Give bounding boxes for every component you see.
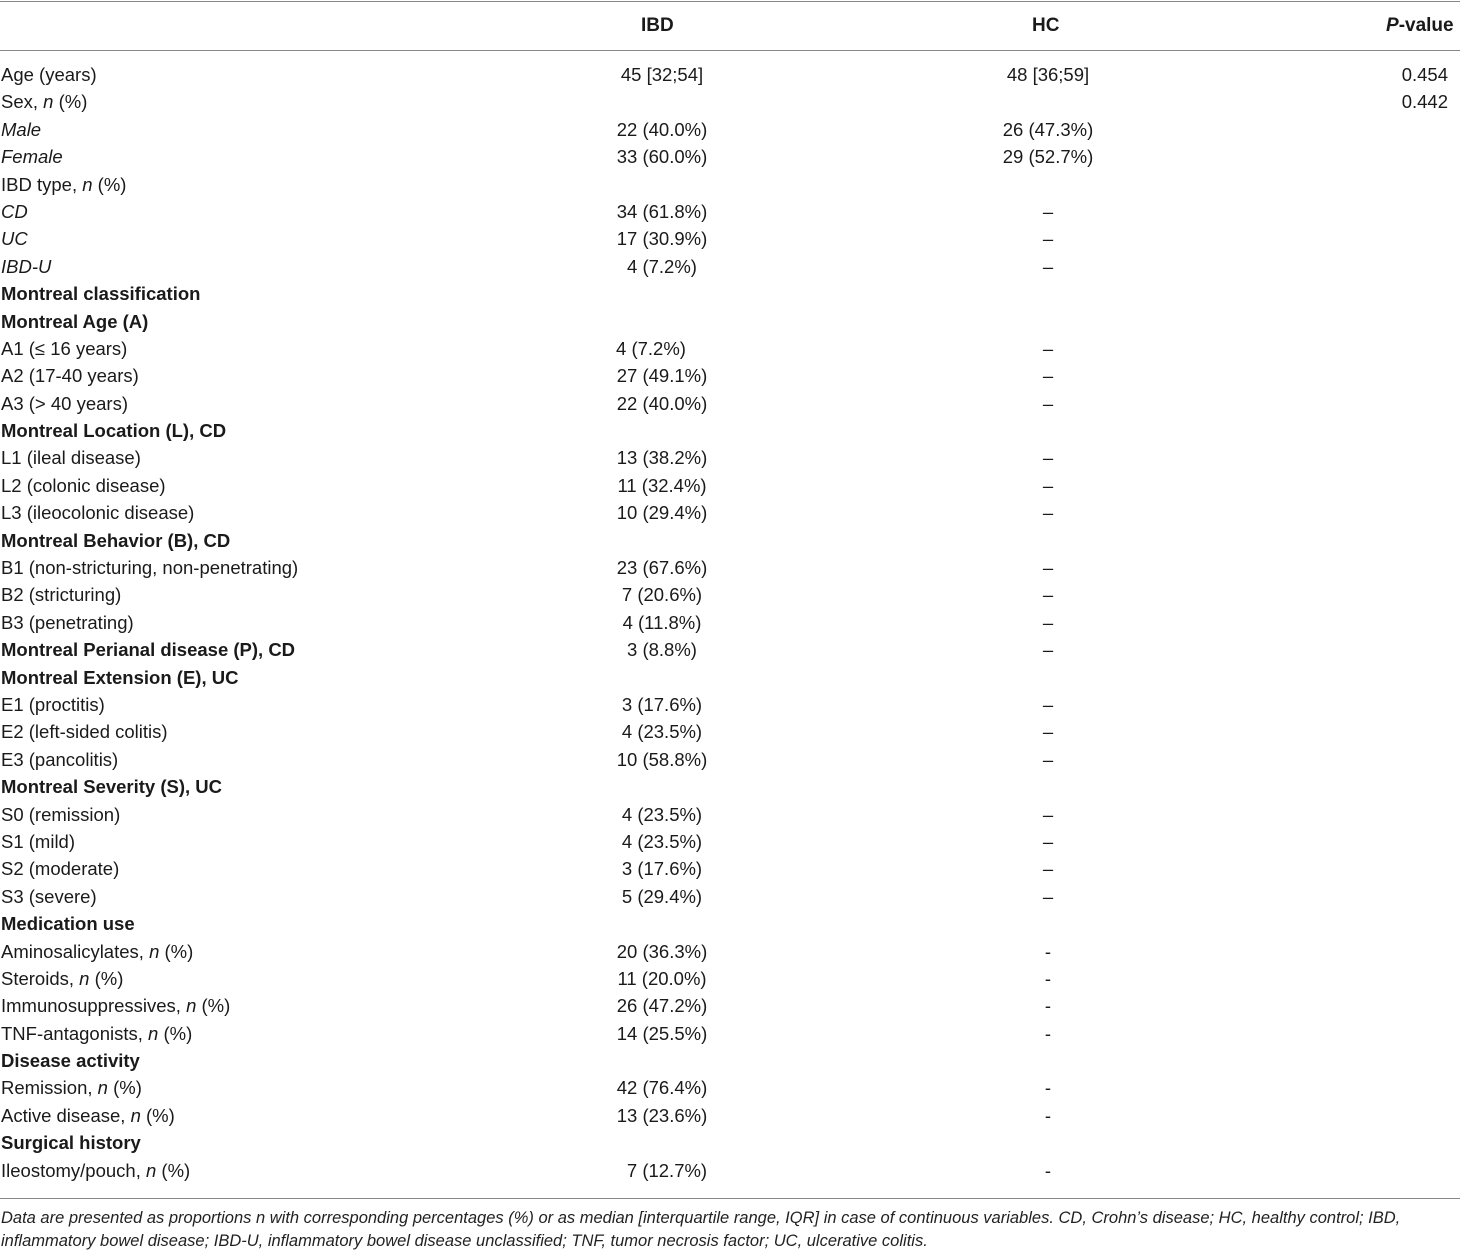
row-label-text: TNF-antagonists, <box>1 1022 149 1044</box>
table-row <box>0 855 1460 882</box>
row-label-text: Sex, <box>1 91 44 113</box>
row-label: UC <box>1 228 28 250</box>
row-label: B1 (non-stricturing, non-penetrating) <box>1 557 299 579</box>
table-body <box>0 61 1460 1184</box>
row-label <box>1 1074 142 1101</box>
row-label: Surgical history <box>1 1132 141 1154</box>
cell-ibd: 4 (23.5%) <box>621 803 703 825</box>
cell-ibd: 4 (7.2%) <box>627 255 697 277</box>
table-row <box>0 1102 1460 1129</box>
row-label-unit: (%) <box>196 995 231 1017</box>
row-label <box>1 171 126 198</box>
row-label: Montreal Perianal disease (P), CD <box>1 639 296 661</box>
row-label <box>1 1102 175 1129</box>
cell-hc: - <box>1044 967 1052 989</box>
cell-pvalue: 0.442 <box>1401 91 1448 113</box>
table-row <box>0 225 1460 252</box>
cell-hc: – <box>1042 693 1054 715</box>
row-label-n: n <box>146 1159 157 1181</box>
table-bottom-rule <box>0 1198 1460 1199</box>
table-section-row <box>0 280 1460 307</box>
cell-hc: – <box>1042 255 1054 277</box>
row-label-text: Aminosalicylates, <box>1 940 150 962</box>
cell-ibd: 42 (76.4%) <box>616 1077 708 1099</box>
row-label: Montreal Age (A) <box>1 310 149 332</box>
table-section-row <box>0 527 1460 554</box>
row-label: E1 (proctitis) <box>1 693 105 715</box>
row-label <box>1 1157 190 1184</box>
cell-hc: – <box>1042 885 1054 907</box>
row-label: L1 (ileal disease) <box>1 447 141 469</box>
table-section-row <box>0 636 1460 663</box>
row-label-text: Remission, <box>1 1077 98 1099</box>
table-row <box>0 609 1460 636</box>
table-section-row <box>0 773 1460 800</box>
row-label <box>1 938 193 965</box>
row-label-unit: (%) <box>107 1077 142 1099</box>
row-label: Medication use <box>1 913 135 935</box>
table-section-row <box>0 910 1460 937</box>
row-label: S1 (mild) <box>1 830 76 852</box>
row-label-unit: (%) <box>140 1104 175 1126</box>
cell-hc: – <box>1042 337 1054 359</box>
table-row <box>0 171 1460 198</box>
table-row <box>0 1157 1460 1184</box>
cell-hc: – <box>1042 557 1054 579</box>
cell-hc: 29 (52.7%) <box>1002 146 1094 168</box>
table-section-row <box>0 1047 1460 1074</box>
table-row <box>0 198 1460 225</box>
cell-ibd: 7 (12.7%) <box>626 1159 708 1181</box>
cell-hc: – <box>1042 858 1054 880</box>
cell-ibd: 33 (60.0%) <box>616 146 708 168</box>
cell-ibd: 11 (32.4%) <box>617 474 707 496</box>
cell-hc: – <box>1042 611 1054 633</box>
cell-ibd: 13 (38.2%) <box>616 447 708 469</box>
row-label: IBD-U <box>1 255 52 277</box>
table-row <box>0 1074 1460 1101</box>
cell-ibd: 3 (17.6%) <box>621 693 703 715</box>
cell-hc: 48 [36;59] <box>1006 64 1090 85</box>
cell-hc: – <box>1042 447 1054 469</box>
cell-hc: - <box>1044 995 1052 1017</box>
cell-hc: – <box>1042 721 1054 743</box>
row-label: A2 (17-40 years) <box>1 365 139 387</box>
row-label-text: Immunosuppressives, <box>1 995 187 1017</box>
row-label: B2 (stricturing) <box>1 584 122 606</box>
cell-ibd: 22 (40.0%) <box>616 392 708 414</box>
table-section-row <box>0 308 1460 335</box>
cell-ibd: 26 (47.2%) <box>616 995 708 1017</box>
cell-ibd: 20 (36.3%) <box>616 940 708 962</box>
cell-ibd: 3 (8.8%) <box>627 639 697 661</box>
row-label-unit: (%) <box>53 91 88 113</box>
cell-ibd: 3 (17.6%) <box>621 858 703 880</box>
row-label: Female <box>1 146 63 168</box>
table-section-row <box>0 417 1460 444</box>
cell-ibd: 27 (49.1%) <box>616 365 708 387</box>
cell-hc: – <box>1042 365 1054 387</box>
table-row <box>0 801 1460 828</box>
cell-ibd: 4 (7.2%) <box>616 337 686 359</box>
cell-ibd: 34 (61.8%) <box>616 200 708 222</box>
table-row <box>0 143 1460 170</box>
row-label-unit: (%) <box>89 967 124 989</box>
table-row <box>0 390 1460 417</box>
table-section-row <box>0 1129 1460 1156</box>
cell-hc: - <box>1044 1022 1052 1044</box>
row-label <box>1 965 123 992</box>
row-label-unit: (%) <box>156 1159 191 1181</box>
row-label-unit: (%) <box>158 1022 193 1044</box>
cell-ibd: 10 (58.8%) <box>616 748 708 770</box>
cell-ibd: 5 (29.4%) <box>621 885 703 907</box>
row-label: S3 (severe) <box>1 885 97 907</box>
row-label: E2 (left-sided colitis) <box>1 721 168 743</box>
row-label <box>1 1020 192 1047</box>
row-label: Age (years) <box>1 64 97 85</box>
table-row <box>0 499 1460 526</box>
cell-hc: - <box>1044 1159 1052 1181</box>
cell-hc: – <box>1042 502 1054 524</box>
cell-ibd: 11 (20.0%) <box>617 967 707 989</box>
row-label <box>1 88 87 115</box>
table-row <box>0 472 1460 499</box>
row-label-text: Active disease, <box>1 1104 131 1126</box>
row-label: A1 (≤ 16 years) <box>1 337 128 359</box>
cell-hc: - <box>1044 1077 1052 1099</box>
column-header-pvalue <box>1386 14 1454 38</box>
row-label-n: n <box>82 173 93 195</box>
table-row <box>0 554 1460 581</box>
row-label-n: n <box>148 1022 159 1044</box>
table-row <box>0 828 1460 855</box>
row-label-unit: (%) <box>92 173 127 195</box>
header-rule <box>0 50 1460 51</box>
row-label: S0 (remission) <box>1 803 121 825</box>
cell-pvalue: 0.454 <box>1401 64 1448 85</box>
row-label: L2 (colonic disease) <box>1 474 166 496</box>
row-label: A3 (> 40 years) <box>1 392 128 414</box>
cell-hc: – <box>1042 200 1054 222</box>
table-row <box>0 88 1460 115</box>
column-header-pvalue-rest: -value <box>1398 15 1454 36</box>
row-label: B3 (penetrating) <box>1 611 134 633</box>
table-row <box>0 253 1460 280</box>
cell-ibd: 22 (40.0%) <box>616 118 708 140</box>
table-row <box>0 992 1460 1019</box>
row-label: Montreal Behavior (B), CD <box>1 529 231 551</box>
table-row <box>0 965 1460 992</box>
cell-ibd: 4 (23.5%) <box>621 721 703 743</box>
column-header-hc: HC <box>1032 15 1060 36</box>
cell-hc: – <box>1042 830 1054 852</box>
cell-hc: - <box>1044 1104 1052 1126</box>
table-section-row <box>0 664 1460 691</box>
table-row <box>0 335 1460 362</box>
row-label-text: Ileostomy/pouch, <box>1 1159 146 1181</box>
row-label <box>1 992 230 1019</box>
row-label: Montreal Extension (E), UC <box>1 666 239 688</box>
table-header <box>0 0 1460 50</box>
table-row <box>0 883 1460 910</box>
row-label-n: n <box>186 995 197 1017</box>
cell-ibd: 4 (11.8%) <box>622 611 702 633</box>
cell-hc: – <box>1042 803 1054 825</box>
row-label-n: n <box>79 967 90 989</box>
column-header-ibd: IBD <box>641 15 674 36</box>
column-header-pvalue-p: P <box>1386 15 1399 36</box>
cell-hc: – <box>1042 474 1054 496</box>
cell-ibd: 45 [32;54] <box>620 64 704 85</box>
cell-ibd: 13 (23.6%) <box>616 1104 708 1126</box>
cell-hc: – <box>1042 584 1054 606</box>
cell-ibd: 7 (20.6%) <box>621 584 703 606</box>
row-label: Montreal classification <box>1 283 201 305</box>
table-row <box>0 691 1460 718</box>
row-label: CD <box>1 200 28 222</box>
table-row <box>0 116 1460 143</box>
cell-ibd: 17 (30.9%) <box>616 228 708 250</box>
row-label-n: n <box>43 91 54 113</box>
row-label-unit: (%) <box>159 940 194 962</box>
row-label: Montreal Location (L), CD <box>1 420 227 442</box>
table-row <box>0 746 1460 773</box>
cell-hc: – <box>1042 639 1054 661</box>
cell-ibd: 14 (25.5%) <box>616 1022 708 1044</box>
row-label-n: n <box>149 940 160 962</box>
cell-ibd: 4 (23.5%) <box>621 830 703 852</box>
cell-ibd: 23 (67.6%) <box>616 557 708 579</box>
row-label-text: IBD type, <box>1 173 83 195</box>
table-row <box>0 61 1460 88</box>
table-row <box>0 1020 1460 1047</box>
cell-hc: – <box>1042 748 1054 770</box>
row-label: S2 (moderate) <box>1 858 120 880</box>
table-row <box>0 718 1460 745</box>
cell-hc: – <box>1042 228 1054 250</box>
row-label: Montreal Severity (S), UC <box>1 776 223 798</box>
table-row <box>0 444 1460 471</box>
table-row <box>0 581 1460 608</box>
cell-ibd: 10 (29.4%) <box>616 502 708 524</box>
row-label-n: n <box>130 1104 141 1126</box>
row-label: Male <box>1 118 42 140</box>
table-row <box>0 362 1460 389</box>
cell-hc: – <box>1042 392 1054 414</box>
row-label: L3 (ileocolonic disease) <box>1 502 195 524</box>
row-label: Disease activity <box>1 1050 140 1072</box>
cell-hc: - <box>1044 940 1052 962</box>
cell-hc: 26 (47.3%) <box>1002 118 1094 140</box>
table-row <box>0 938 1460 965</box>
row-label-text: Steroids, <box>1 967 80 989</box>
row-label: E3 (pancolitis) <box>1 748 119 770</box>
row-label-n: n <box>97 1077 108 1099</box>
table-footnote: Data are presented as proportions n with corresponding percentages (%) or as median [interquartile range, IQR] in case of continuous variables. CD, Crohn’s disease; HC, healthy control; IBD, inflammatory bowel disease; IBD-U, inflammatory bowel disease unclassified; TNF, tumor necrosis factor; UC, ulcerative colitis. <box>1 1209 1401 1250</box>
